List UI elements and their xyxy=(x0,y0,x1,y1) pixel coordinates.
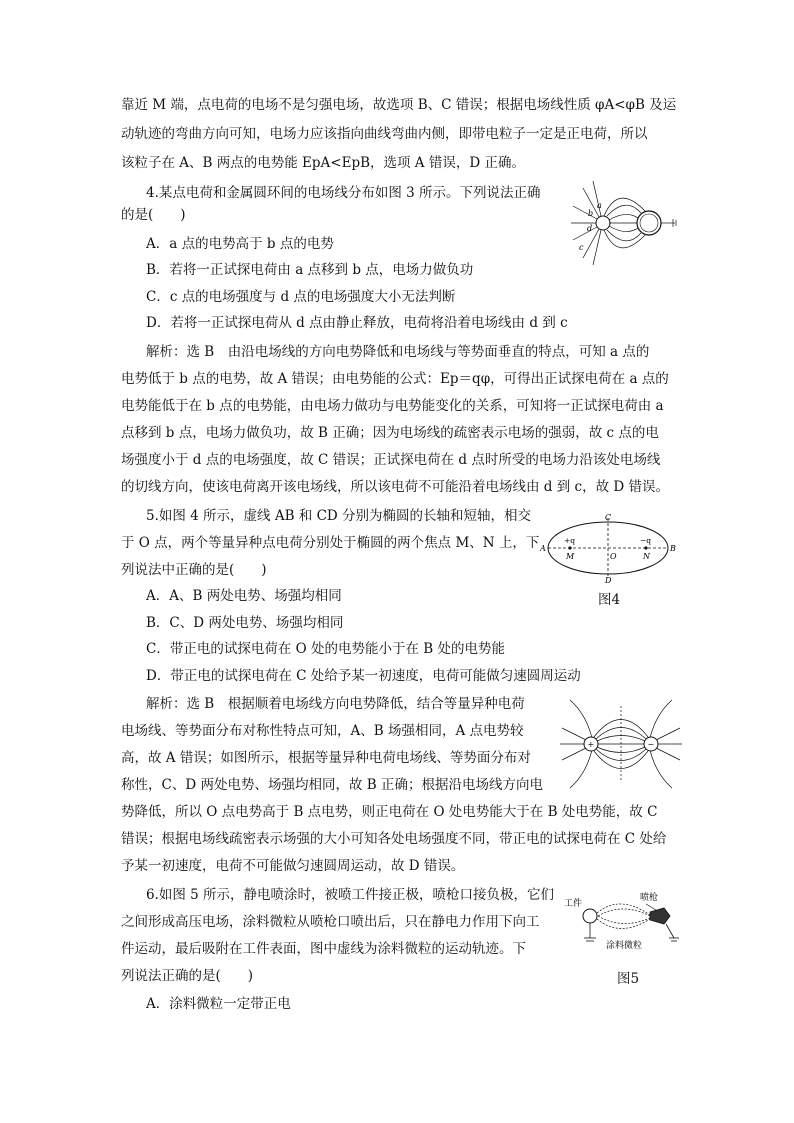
label-d: d xyxy=(587,224,593,233)
explanation-line: 高，故 A 错误；如图所示，根据等量异种电荷电场线、等势面分布对 xyxy=(121,750,531,766)
workpiece xyxy=(583,909,597,923)
label-M: M xyxy=(566,552,575,561)
option-c: C．c 点的电场强度与 d 点的电场强度大小无法判断 xyxy=(146,289,456,305)
label-D: D xyxy=(605,576,612,584)
label-O: O xyxy=(610,552,617,561)
explanation-line: 称性，C、D 两处电势、场强均相同，故 B 正确；根据沿电场线方向电 xyxy=(121,777,543,793)
explanation-line: 势降低，所以 O 点电势高于 B 点电势，则正电荷在 O 处电势能大于在 B 处电势能，故 C xyxy=(121,804,658,820)
explanation-line: 错误；根据电场线疏密表示场强的大小可知各处电场强度不同，带正电的试探电荷在 C 处给 xyxy=(121,831,667,847)
point-charge xyxy=(596,216,610,230)
explanation-line: 解析：选 B 根据顺着电场线方向电势降低，结合等量异种电荷 xyxy=(146,696,525,712)
spray-gun xyxy=(650,908,670,924)
label-minus-q: −q xyxy=(640,536,652,545)
label-B: B xyxy=(670,544,676,553)
label-A: A xyxy=(540,544,546,553)
text-line: 该粒子在 A、B 两点的电势能 EpA<EpB，选项 A 错误，D 正确。 xyxy=(121,155,525,171)
option-d: D．带正电的试探电荷在 C 处给予某一初速度，电荷可能做匀速圆周运动 xyxy=(146,668,581,684)
explanation-line: 电势能低于在 b 点的电势能，由电场力做功与电势能变化的关系，可知将一正试探电荷由 a xyxy=(121,398,664,414)
figure-3-field-lines xyxy=(563,178,683,268)
label-a: a xyxy=(597,201,602,210)
label-plus: + xyxy=(587,740,595,749)
opposite-charges-field-diagram xyxy=(556,694,686,794)
question-6-stem: 6.如图 5 所示，静电喷涂时，被喷工件接正极，喷枪口接负极，它们 xyxy=(146,887,555,903)
explanation-line: 电势低于 b 点的电势，故 A 错误；由电势能的公式：Ep＝qφ，可得出正试探电荷在 a 点的 xyxy=(121,371,669,387)
label-c: c xyxy=(579,243,584,252)
figure-4-caption: 图4 xyxy=(598,592,621,608)
figure-5-caption: 图5 xyxy=(617,971,640,987)
label-b: b xyxy=(588,209,594,218)
option-a: A．涂料微粒一定带正电 xyxy=(146,996,291,1012)
question-4-stem: 的是( ) xyxy=(121,207,186,223)
question-6-stem: 列说法正确的是( ) xyxy=(121,968,254,984)
option-b: B．C、D 两处电势、场强均相同 xyxy=(146,615,344,631)
charge-M xyxy=(568,546,571,549)
label-plus-q: +q xyxy=(564,536,576,545)
question-6-stem: 件运动，最后吸附在工件表面，图中虚线为涂料微粒的运动轨迹。下 xyxy=(121,941,526,957)
option-d: D．若将一正试探电荷从 d 点由静止释放，电荷将沿着电场线由 d 到 c xyxy=(146,315,568,331)
label-N: N xyxy=(643,552,650,561)
metal-ring xyxy=(637,211,661,235)
text-line: 靠近 M 端，点电荷的电场不是匀强电场，故选项 B、C 错误；根据电场线性质 φA<φB 及运 xyxy=(121,97,677,113)
question-5-stem: 5.如图 4 所示，虚线 AB 和 CD 分别为椭圆的长轴和短轴，相交 xyxy=(146,508,532,524)
option-a: A．a 点的电势高于 b 点的电势 xyxy=(146,236,334,252)
question-5-stem: 列说法中正确的是( ) xyxy=(121,562,267,578)
question-5-stem: 于 O 点，两个等量异种点电荷分别处于椭圆的两个焦点 M、N 上，下 xyxy=(121,535,540,551)
label-paint-particle: 涂料微粒 xyxy=(606,941,643,951)
figure-4-ellipse xyxy=(540,512,680,584)
option-b: B．若将一正试探电荷由 a 点移到 b 点，电场力做负功 xyxy=(146,262,474,278)
option-c: C．带正电的试探电荷在 O 处的电势能小于在 B 处的电势能 xyxy=(146,641,505,657)
charge-N xyxy=(644,546,647,549)
figure-5-spray-painting xyxy=(562,886,687,952)
explanation-line: 场强度小于 d 点的电场强度，故 C 错误；正试探电荷在 d 点时所受的电场力沿该处电场线 xyxy=(121,452,661,468)
explanation-line: 予某一初速度，电荷不可能做匀速圆周运动，故 D 错误。 xyxy=(121,858,465,874)
label-spray-gun: 喷枪 xyxy=(640,893,659,903)
explanation-line: 电场线、等势面分布对称性特点可知，A、B 场强相同，A 点电势较 xyxy=(121,723,524,739)
explanation-line: 点移到 b 点，电场力做负功，故 B 正确；因为电场线的疏密表示电场的强弱，故 c 点的电 xyxy=(121,425,659,441)
explanation-line: 的切线方向，使该电荷离开该电场线，所以该电荷不可能沿着电场线由 d 到 c，故 D 错误。 xyxy=(121,479,669,495)
label-workpiece: 工件 xyxy=(564,899,583,909)
label-minus: − xyxy=(647,740,655,749)
option-a: A．A、B 两处电势、场强均相同 xyxy=(146,588,342,604)
question-4-stem: 4.某点电荷和金属圆环间的电场线分布如图 3 所示。下列说法正确 xyxy=(146,185,541,201)
explanation-line: 解析：选 B 由沿电场线的方向电势降低和电场线与等势面垂直的特点，可知 a 点的 xyxy=(146,344,650,360)
label-C: C xyxy=(605,513,612,522)
question-6-stem: 之间形成高压电场，涂料微粒从喷枪口喷出后，只在静电力作用下向工 xyxy=(121,914,540,930)
text-line: 动轨迹的弯曲方向可知，电场力应该指向曲线弯曲内侧，即带电粒子一定是正电荷，所以 xyxy=(121,126,648,142)
